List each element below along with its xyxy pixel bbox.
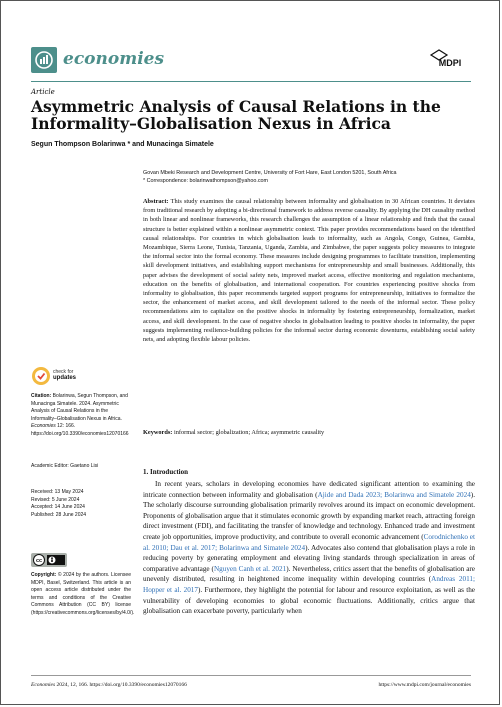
article-authors: Segun Thompson Bolarinwa * and Munacinga Simatele bbox=[31, 141, 214, 148]
correspondence: * Correspondence: bolarinwathompson@yahoo.com bbox=[143, 178, 269, 184]
updates-check-text: check for bbox=[53, 369, 74, 375]
article-type: Article bbox=[31, 88, 55, 96]
citation-link[interactable]: Andreas 2011; Hopper et al. 2017 bbox=[143, 575, 475, 594]
journal-logo-icon bbox=[31, 47, 57, 73]
keywords-text: informal sector; globalization; Africa; asymmetric causality bbox=[173, 429, 325, 436]
svg-text:cc: cc bbox=[35, 558, 43, 565]
academic-editor: Academic Editor: Gaetano Lisi bbox=[31, 463, 99, 469]
intro-text: In recent years, scholars in developing economies have dedicated significant attention to examining the intricate connection between informality and globalisation ( bbox=[143, 480, 475, 499]
footer-journal: Economies bbox=[31, 682, 56, 688]
section-heading: 1. Introduction bbox=[143, 468, 188, 476]
citation-link[interactable]: Nguyen Canh et al. 2021 bbox=[213, 564, 287, 573]
citation-rest[interactable]: 12: 166. https://doi.org/10.3390/economies12070166 bbox=[31, 423, 129, 437]
abstract bbox=[143, 197, 475, 344]
citation-link[interactable]: Ajide and Dada 2023; Bolarinwa and Simatele 2024 bbox=[317, 490, 471, 499]
copyright-label: Copyright: bbox=[31, 572, 57, 578]
citation-block bbox=[31, 393, 131, 439]
date-received: Received: 13 May 2024 bbox=[31, 489, 84, 495]
page-footer bbox=[31, 682, 471, 688]
citation-text: Bolarinwa, Segun Thompson, and Munacinga Simatele. 2024. Asymmetric Analysis of Causal Relations in the Informality–Globalisation Nexus in Africa. bbox=[31, 393, 128, 422]
citation-label: Citation: bbox=[31, 393, 52, 399]
affiliation-block bbox=[143, 169, 478, 185]
citation-link[interactable]: Corodnichenko et al. 2010; Dau et al. 2017; Bolarinwa and Simatele 2024 bbox=[143, 532, 475, 552]
date-accepted: Accepted: 14 June 2024 bbox=[31, 504, 85, 511]
keywords-label: Keywords: bbox=[143, 429, 173, 436]
updates-label: updates bbox=[53, 375, 77, 381]
abstract-label: Abstract: bbox=[143, 198, 169, 205]
header-rule bbox=[31, 81, 471, 82]
footer-rule bbox=[31, 675, 471, 676]
publisher-logo-icon bbox=[429, 49, 471, 71]
intro-text: ). The scholarly discourse surrounding globalisation primarily revolves around its impact on economic development. Proponents of globalisation argue that it stimulates economic growth by expanding market reach, attracting foreign direct investment (FDI), and facilitating the transfer of knowledge and technology. Enhanced trade and investment create job opportunities, improve productivity, and contribute to overall economic advancement ( bbox=[143, 490, 475, 541]
check-updates-icon[interactable] bbox=[31, 366, 51, 386]
date-revised: Revised: 5 June 2024 bbox=[31, 496, 80, 503]
copyright-block bbox=[31, 572, 135, 618]
intro-paragraph bbox=[143, 479, 475, 617]
abstract-text: This study examines the causal relationship between informality and globalisation in 30 African countries. It deviates from traditional research by adopting a bi-directional framework to address reverse causality. By applying the DH causality method in both linear and nonlinear frameworks, this research challenges the assumption of a linear relationship and finds that the causal structure is better explained within a nonlinear asymmetric context. This paper provides recommendations based on the identified causal relationships. For countries in which globalisation leads to informality, such as Angola, Congo, Guinea, Gambia, Mozambique, Sierra Leone, Tunisia, Tanzania, Uganda, Zambia, and Zimbabwe, the paper suggests policy measures to integrate the informal sector into the formal economy. These measures include designing programmes to facilitate transition, implementing skill development initiatives, and establishing support mechanisms for entrepreneurship and small businesses. Additionally, this paper advises the development of social safety nets, improved market access, effective monitoring and regulation mechanisms, education on the benefits of globalisation, and international cooperation. For countries experiencing positive shocks from informality to globalisation, this paper recommends targeted support programs for entrepreneurship, initiatives to formalize the sector, the enhancement of market access, and skill development tailored to the needs of the informal sector. These policy recommendations aim to capitalize on the positive shocks in informality by fostering entrepreneurship, formalization, market access, and skill development. In the case of negative shocks in globalisation leading to positive shocks in informality, the paper suggests implementing resilience-building policies for the informal sector during economic downturns, establishing social safety nets, and adopting flexible labour policies. bbox=[143, 198, 475, 344]
intro-text: ). Nevertheless, critics assert that the benefits of globalisation are unevenly distributed, resulting in heightened income inequality within developing countries ( bbox=[143, 564, 475, 584]
intro-text: ). Furthermore, they highlight the potential for labour and resource exploitation, as well as the vulnerability of developing economies to global economic fluctuations. Additionally, critics argue that globalisation can exacerbate poverty, particularly when bbox=[143, 585, 475, 616]
check-updates-link[interactable] bbox=[53, 369, 76, 381]
svg-text:MDPI: MDPI bbox=[438, 58, 462, 68]
copyright-text: © 2024 by the authors. Licensee MDPI, Basel, Switzerland. This article is an open access article distributed under the terms and conditions of the Creative Commons Attribution (CC BY) license (https://creativecommons.org/licenses/by/4.0/). bbox=[31, 572, 135, 616]
journal-name: economies bbox=[63, 49, 165, 69]
dates-block bbox=[31, 489, 131, 519]
intro-text: ). Advocates also contend that globalisation plays a role in reducing poverty by generating employment and elevating living standards through specialization in areas of comparative advantage ( bbox=[143, 543, 475, 573]
cc-by-license-icon[interactable] bbox=[31, 552, 67, 566]
affiliation: Govan Mbeki Research and Development Centre, University of Fort Hare, East London 5201, South Africa bbox=[143, 170, 397, 176]
footer-volume[interactable]: 2024, 12, 166. https://doi.org/10.3390/economies12070166 bbox=[56, 682, 187, 688]
article-title: Asymmetric Analysis of Causal Relations in the Informality–Globalisation Nexus in Africa bbox=[31, 97, 441, 133]
keywords bbox=[143, 428, 475, 437]
date-published: Published: 28 June 2024 bbox=[31, 511, 87, 518]
footer-url[interactable]: https://www.mdpi.com/journal/economies bbox=[378, 682, 471, 688]
citation-journal: Economies bbox=[31, 423, 56, 430]
